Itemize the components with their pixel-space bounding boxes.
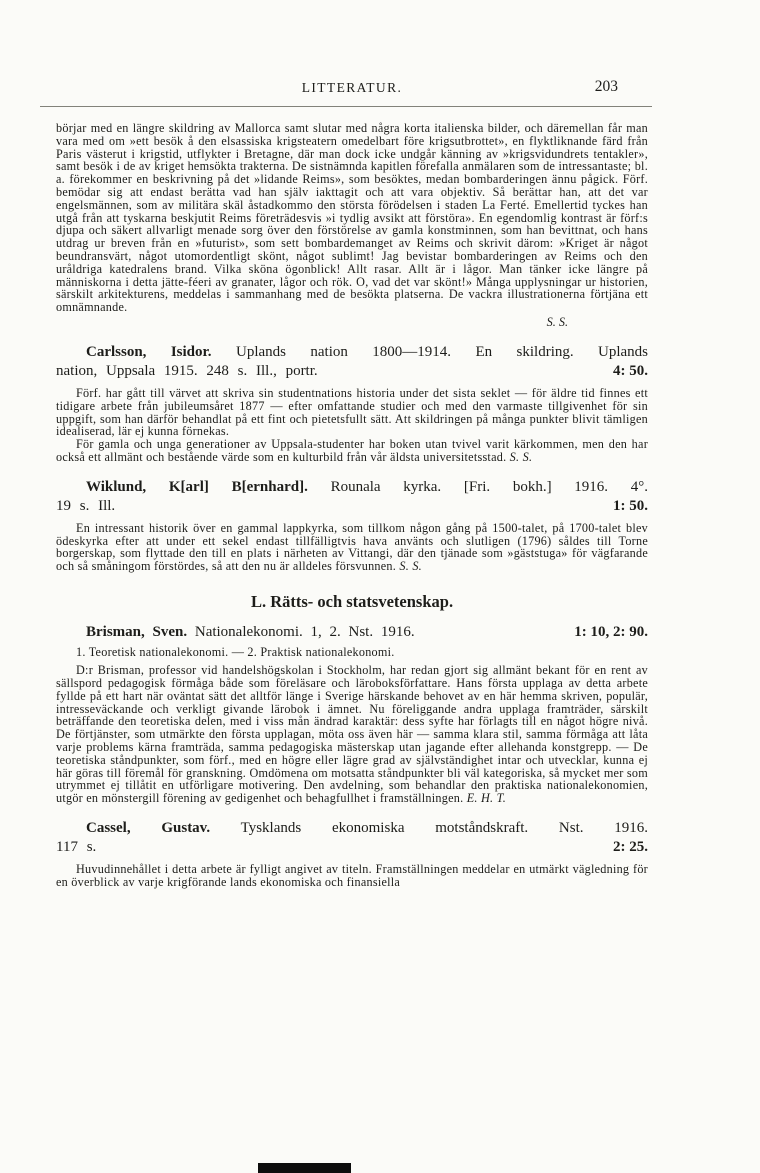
contents-note: 1. Teoretisk nationalekonomi. — 2. Praktisk nationalekonomi. — [76, 645, 395, 660]
continuation-paragraph: börjar med en längre skildring av Mallorca samt slutar med några korta italienska bilder, och däremellan får man vara med om »ett besök å den elsassiska krigsteatern omedelbart före krigsutbrottet», en flyktliknande färd från Paris västerut i krigstid, utflykter i Bretagne, där man dock icke undgår känning av »krigsvidundrets tentakler», samt besök i de av kriget hemsökta trakterna. De sistnämnda kapitlen förefalla anmälaren som de intressantaste; bl. a. förekommer en beskrivning på det »lidande Reims», som besöktes, medan bombarderingen ännu pågick. Förf. bemödar sig att endast berätta vad han själv iakttagit och att vara objektiv. Så berättar han, att det var engelsmännen, som av militära skäl åstadkommo den största förödelsen i staden La Ferté. Emellertid tyckes han utgå från att tyskarna beskjutit Reims företrädesvis »i tydlig avsikt att förstöra». En egendomlig kontrast är förf:s djupa och säkert allvarligt menade sorg över den förstörelse av gamla konstminnen, som han bevittnat, och hans utdrag ur breven från en »futurist», som sett bombardemanget av Reims och skrivit därom: »Kriget är något beundransvärt, något utomordentligt skönt, något sublimt! Jag bevistar bombarderingen av Reims och den uråldriga katedralens brand. Vilka sköna ögonblick! Allt rasar. Allt är i lågor. Man tänker icke längre på människorna i detta jätte-féeri av granater, lågor och rök. O, vad det var skönt!» Många upplysningar ur historien, särskilt arkitekturens, meddelas i sammanhang med de besökta platserna. De vackra illustrationerna förtjäna ett omnämnande. — [56, 121, 648, 315]
price: 1: 10, 2: 90. — [574, 623, 648, 640]
page-number: 203 — [594, 78, 618, 95]
entry-heading — [56, 623, 648, 643]
author-name: Cassel, Gustav. — [86, 819, 211, 836]
entry-details-line — [56, 838, 648, 858]
entry-details: 19 s. Ill. — [56, 498, 116, 515]
entry-title: Rounala kyrka. [Fri. bokh.] 1916. 4°. — [330, 478, 649, 495]
signature-line — [56, 316, 648, 329]
author-name: Carlsson, Isidor. — [86, 343, 212, 360]
review-paragraph: Förf. har gått till värvet att skriva sin studentnations historia under det sista seklet — för äldre tid finnes ett tidigare arbete från jubileumsåret 1877 — efter omfattande studier och med den varmaste tillgivenhet för sin uppgift, som han därför behandlat på ett fint och pietetsfullt sätt. Att skildringen på många punkter blivit tämligen idealiserad, lär ej kunna förnekas. — [56, 385, 648, 439]
entry-details-line — [56, 362, 648, 382]
running-title: LITTERATUR. — [301, 80, 403, 95]
entry-heading — [56, 478, 648, 498]
review-paragraph — [56, 522, 648, 573]
price: 1: 50. — [613, 498, 648, 515]
bibliography-entry-wiklund — [56, 478, 648, 573]
entry-title: Uplands nation 1800—1914. En skildring. Uplands — [235, 343, 649, 360]
price: 2: 25. — [613, 839, 648, 856]
review-text: För gamla och unga generationer av Uppsala-studenter har boken utan tvivel varit kärkommen, men den har också ett allmänt och bestående värde som en kulturbild från vår äldsta universitetsstad. — [56, 437, 648, 464]
author-name: Brisman, Sven. — [86, 623, 188, 640]
entry-details-line — [56, 497, 648, 517]
price: 4: 50. — [613, 363, 648, 380]
section-heading: L. Rätts- och statsvetenskap. — [250, 591, 454, 611]
bottom-ui-fragment — [258, 1163, 351, 1173]
review-paragraph — [56, 438, 648, 464]
review-paragraph: Huvudinnehållet i detta arbete är fylligt angivet av titeln. Framställningen meddelar en utmärkt vägledning för en överblick av varje krigförande lands ekonomiska och finansiella — [56, 861, 648, 889]
review-text: En intressant historik över en gammal lappkyrka, som tillkom någon gång på 1500-talet, på 1700-talet blev ödeskyrka efter att under ett sekel endast tillfälligtvis hava använts och slutligen (1796) såldes till Torne borgerskap, som flyttade den till en plats i närheten av Vittangi, där den tjänade som »gäststuga» för vägfarande och så småningom förstördes, så att den nu är alldeles försvunnen. — [56, 520, 648, 574]
signature-text: E. H. T. — [466, 791, 507, 806]
entry-title: Tysklands ekonomiska motståndskraft. Nst. 1916. — [240, 819, 648, 836]
author-name: Wiklund, K[arl] B[ernhard]. — [86, 478, 308, 495]
entry-heading — [56, 343, 648, 363]
entry-heading-left — [56, 623, 415, 643]
entry-heading — [56, 819, 648, 839]
review-paragraph — [56, 664, 648, 805]
entry-title: Nationalekonomi. 1, 2. Nst. 1916. — [194, 623, 415, 640]
bibliography-entry-brisman — [56, 623, 648, 805]
entry-details: nation, Uppsala 1915. 248 s. Ill., portr. — [56, 363, 318, 380]
signature-text: S. S. — [509, 449, 533, 464]
signature-text: S. S. — [546, 314, 568, 329]
entry-details: 117 s. — [56, 839, 97, 856]
signature-text: S. S. — [399, 559, 422, 574]
header-rule — [40, 106, 652, 107]
bibliography-entry-carlsson — [56, 343, 648, 464]
bibliography-entry-cassel — [56, 819, 648, 889]
page-header — [56, 80, 648, 99]
review-text: D:r Brisman, professor vid handelshögskolan i Stockholm, har redan gjort sig allmänt bekant för en rent av sällspord pedagogisk förmåga både som föreläsare och läroboksförfattare. Hans första upplaga av detta arbete fyllde på ett hart när oväntat sätt det alltför länge i Sverige härskande behovet av en här hemma skriven, populär, intresseväckande och verkligt givande lärobok i ämnet. Nu föreliggande andra upplaga framträder, särskilt beträffande den teoretiska delen, med i viss mån ändrad karaktär: dess syfte har förlagts till en något högre nivå. De förtjänster, som utmärkte den första upplagan, möta oss även här — samma klara stil, samma förmåga att låta varje problems kärna framträda, samma pedagogiska mästerskap utan jagande efter allehanda konstgrepp. — De teoretiska ståndpunkter, som förf., med en högre eller lägre grad av självständighet intar och utvecklar, kunna ej här göras till föremål för granskning. Omdömena om motsatta ståndpunkter bli väl kategoriska, så mycket mer som utrymmet ej tillåtit en utförligare motivering. Den avdelning, som behandlar den praktiska nationalekonomien, utgör en mönstergill förening av gedigenhet och behagfullhet i framställningen. — [56, 663, 648, 806]
